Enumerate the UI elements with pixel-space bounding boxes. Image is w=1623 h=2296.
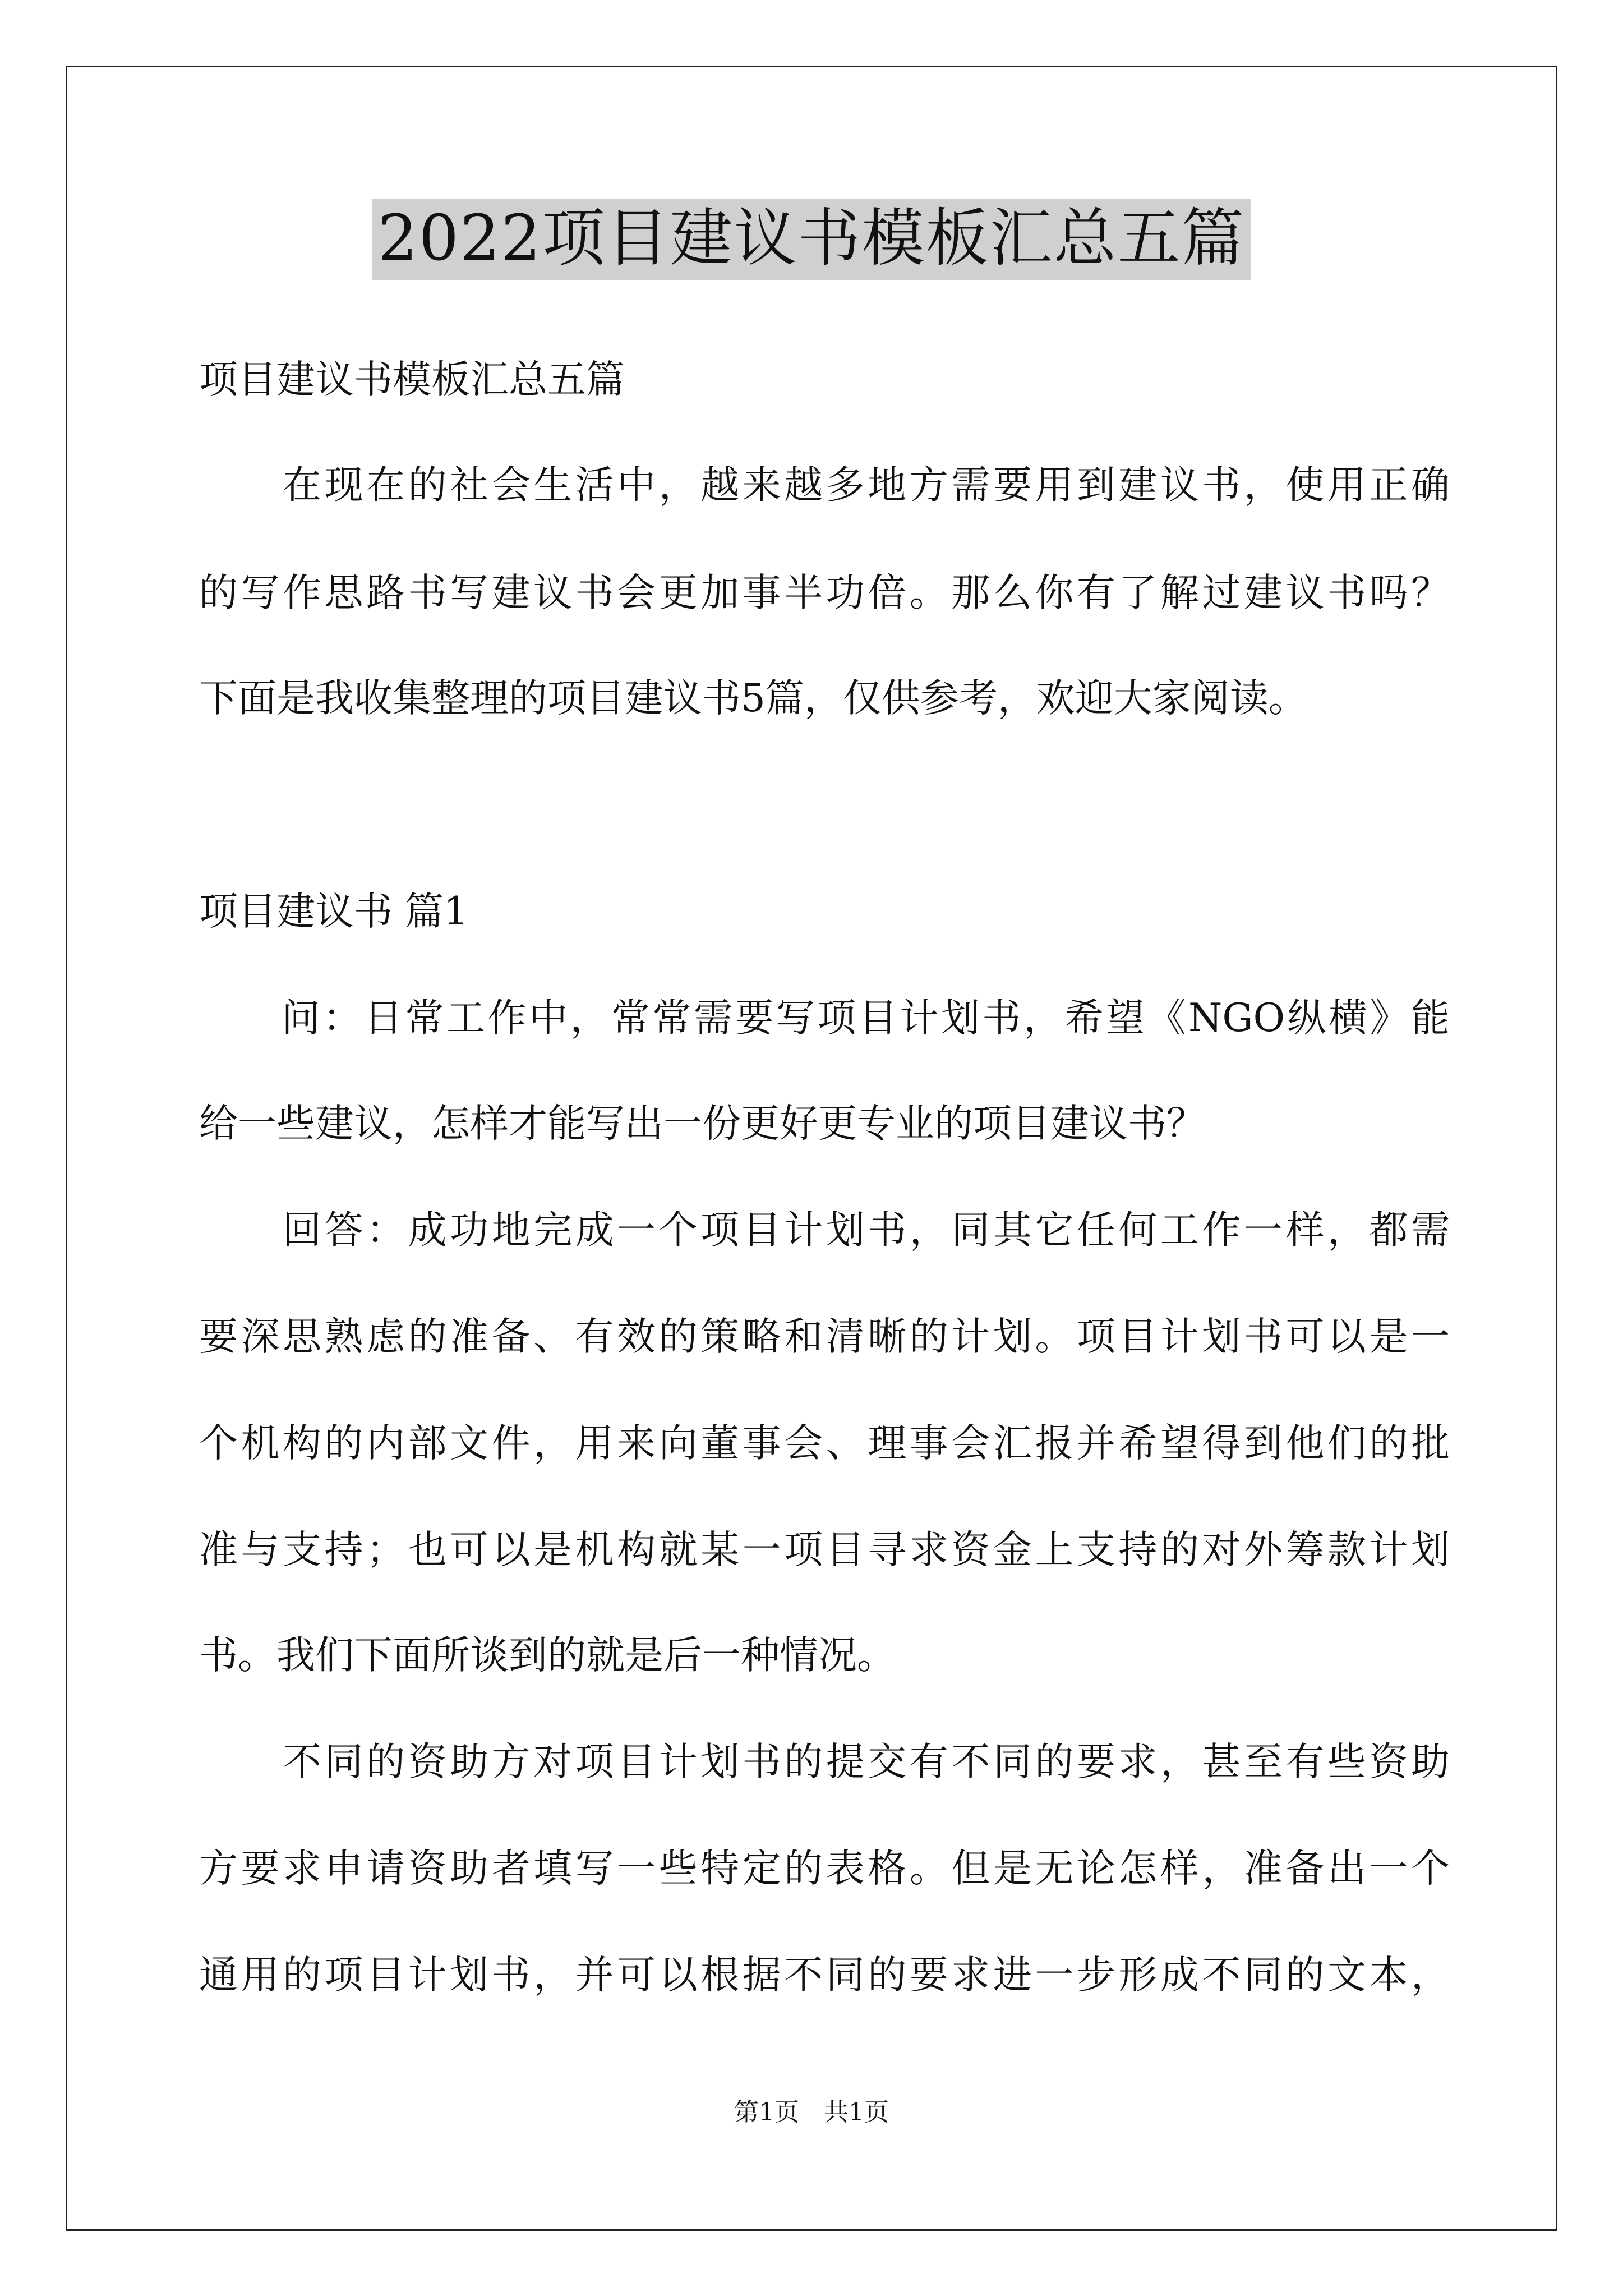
paragraph-line-2: 方要求申请资助者填写一些特定的表格。但是无论怎样，准备出一个 xyxy=(199,1846,1450,1891)
question-line-2: 给一些建议，怎样才能写出一份更好更专业的项目建议书？ xyxy=(199,1101,1205,1146)
answer-line-2: 要深思熟虑的准备、有效的策略和清晰的计划。项目计划书可以是一 xyxy=(199,1314,1450,1359)
intro-line-3: 下面是我收集整理的项目建议书5篇，仅供参考，欢迎大家阅读。 xyxy=(199,676,1307,721)
page-footer: 第1页 共1页 xyxy=(734,2098,889,2127)
answer-line-4: 准与支持；也可以是机构就某一项目寻求资金上支持的对外筹款计划 xyxy=(199,1527,1450,1572)
answer-line-3: 个机构的内部文件，用来向董事会、理事会汇报并希望得到他们的批 xyxy=(199,1421,1450,1466)
paragraph-line-1: 不同的资助方对项目计划书的提交有不同的要求，甚至有些资助 xyxy=(199,1740,1450,1784)
intro-line-2: 的写作思路书写建议书会更加事半功倍。那么你有了解过建议书吗？ xyxy=(199,570,1450,615)
section-heading: 项目建议书 篇1 xyxy=(199,889,468,934)
intro-line-1: 在现在的社会生活中，越来越多地方需要用到建议书，使用正确 xyxy=(199,463,1450,508)
answer-line-1: 回答：成功地完成一个项目计划书，同其它任何工作一样，都需 xyxy=(199,1208,1450,1253)
paragraph-line-3: 通用的项目计划书，并可以根据不同的要求进一步形成不同的文本， xyxy=(199,1953,1450,1998)
document-title-wrapper xyxy=(0,199,1623,280)
answer-line-5: 书。我们下面所谈到的就是后一种情况。 xyxy=(199,1633,896,1678)
document-heading: 项目建议书模板汇总五篇 xyxy=(199,357,625,402)
question-line-1: 问：日常工作中，常常需要写项目计划书，希望《NGO纵横》能 xyxy=(199,996,1450,1041)
document-title: 2022项目建议书模板汇总五篇 xyxy=(372,199,1251,280)
